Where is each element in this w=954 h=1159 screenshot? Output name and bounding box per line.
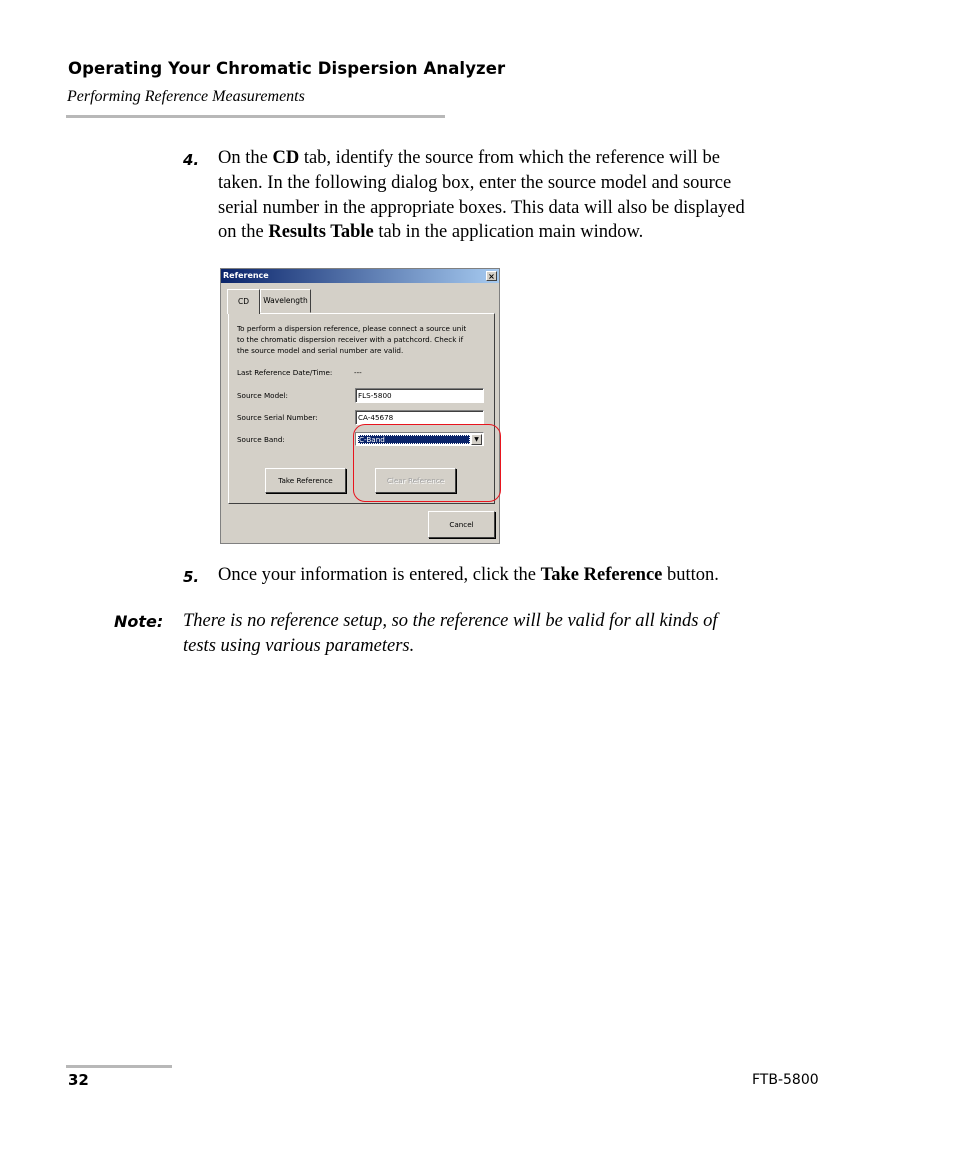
- step-4-line-1: On the CD tab, identify the source from which the reference will be: [218, 148, 720, 168]
- cancel-button[interactable]: Cancel: [428, 511, 495, 538]
- serial-label: Source Serial Number:: [237, 413, 318, 422]
- intro-line-3: the source model and serial number are valid.: [237, 346, 404, 355]
- chevron-down-icon[interactable]: ▼: [471, 434, 482, 445]
- source-model-label: Source Model:: [237, 391, 288, 400]
- band-label: Source Band:: [237, 435, 285, 444]
- clear-reference-button[interactable]: Clear Reference: [375, 468, 456, 493]
- header-rule: [66, 115, 445, 118]
- tab-cd[interactable]: CD: [227, 289, 260, 314]
- step-4-line-4: on the Results Table tab in the application main window.: [218, 222, 644, 243]
- source-band-value: C-Band: [358, 435, 470, 444]
- step-5-number: 5.: [183, 568, 200, 586]
- page-header-subtitle: Performing Reference Measurements: [67, 88, 305, 105]
- intro-line-2: to the chromatic dispersion receiver with a patchcord. Check if: [237, 335, 464, 344]
- footer-model: FTB-5800: [752, 1072, 819, 1088]
- step-5-text: Once your information is entered, click the Take Reference button.: [218, 565, 719, 585]
- tab-wavelength[interactable]: Wavelength: [260, 289, 311, 313]
- reference-dialog: [220, 268, 500, 544]
- step-4-line-2: taken. In the following dialog box, enter the source model and source: [218, 172, 732, 193]
- source-model-field[interactable]: FLS-5800: [355, 388, 484, 403]
- cd-tab-panel: [228, 313, 495, 504]
- serial-number-field[interactable]: CA-45678: [355, 410, 484, 425]
- note-line-2: tests using various parameters.: [183, 636, 415, 656]
- intro-line-1: To perform a dispersion reference, please connect a source unit: [237, 324, 467, 333]
- footer-rule: [66, 1065, 172, 1068]
- close-icon[interactable]: ×: [486, 271, 497, 281]
- page-number: 32: [68, 1071, 89, 1089]
- note-label: Note:: [114, 612, 164, 631]
- note-line-1: There is no reference setup, so the reference will be valid for all kinds of: [183, 611, 718, 631]
- dialog-title: Reference: [223, 271, 269, 280]
- take-reference-button[interactable]: Take Reference: [265, 468, 346, 493]
- step-4-text: [218, 146, 828, 245]
- dialog-title-bar: [221, 269, 499, 283]
- page-header-title: Operating Your Chromatic Dispersion Analyzer: [68, 59, 506, 78]
- note-text: [183, 609, 823, 659]
- last-ref-value: ---: [354, 368, 362, 377]
- last-ref-label: Last Reference Date/Time:: [237, 368, 333, 377]
- step-4-line-3: serial number in the appropriate boxes. This data will also be displayed: [218, 197, 745, 218]
- step-4-number: 4.: [183, 151, 200, 169]
